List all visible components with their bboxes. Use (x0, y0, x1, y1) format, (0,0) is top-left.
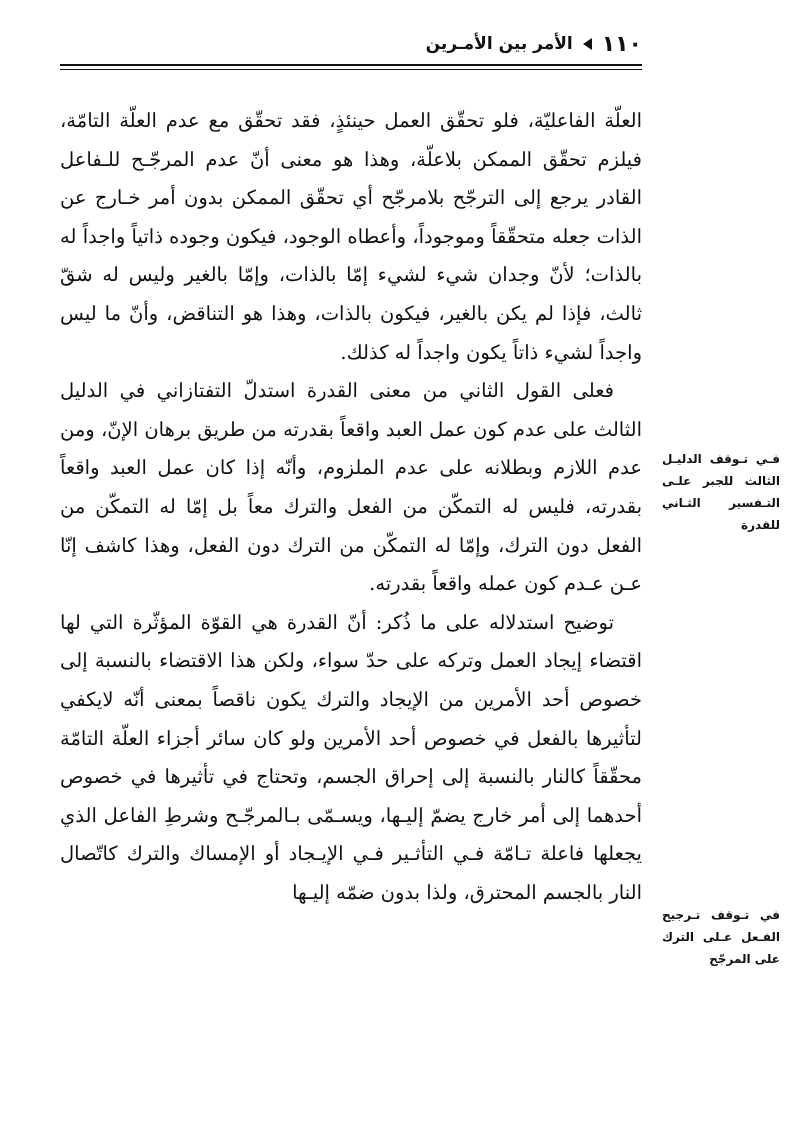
main-text-column (60, 102, 642, 912)
header-rule-thin (60, 69, 642, 70)
running-title: الأمر بين الأمـرين (425, 34, 573, 54)
margin-note-third-proof: فـي تـوقف الدليـل الثالث للجبر علـى التـفسير الثـاني للقدرة (662, 452, 780, 532)
header-rule (60, 64, 642, 66)
paragraph-3: توضيح استدلاله على ما ذُكر: أنّ القدرة هي القوّة المؤثّرة التي لها اقتضاء إيجاد العمل وتركه على حدّ سواء، ولكن هذا الاقتضاء بالنسبة إلى خصوص أحد الأمرين من الإيجاد والترك يكون ناقصاً بمعنى أنّه لايكفي لتأثيرها بالفعل في خصوص أحد الأمرين ولو كان سائر أجزاء العلّة التامّة محقّقاً كالنار بالنسبة إلى إحراق الجسم، وتحتاج في تأثيرها في خصوص أحدهما إلى أمر خارج يضمّ إليـها، ويسـمّى بـالمرجّـح وشرطِ الفاعل الذي يجعلها فاعلة تـامّة فـي التأثـير فـي الإيـجاد أو الإمساك والترك كاتّصال النار بالجسم المحترق، ولذا بدون ضمّه إليـها (60, 610, 643, 904)
paragraph-2: فعلى القول الثاني من معنى القدرة استدلّ التفتازاني في الدليل الثالث على عدم كون عمل العبد واقعاً بقدرته من طريق برهان الإنّ، ومن عدم اللازم وبطلانه على عدم الملزوم، وأنّه إذا كان عمل العبد واقعاً بقدرته، فليس له التمكّن من الفعل والترك معاً بل إمّا له التمكّن من الفعل دون الترك، وإمّا له التمكّن من الترك دون الفعل، وهذا كاشف إنّا عـن عـدم كون عمله واقعاً بقدرته. (60, 379, 642, 596)
paragraph-1: العلّة الفاعليّة، فلو تحقّق العمل حينئذٍ، فقد تحقّق مع عدم العلّة التامّة، فيلزم تحقّق الممكن بلاعلّة، وهذا هو معنى أنّ عدم المرجّـح للـفاعل القادر يرجع إلى الترجّح بلامرجّح أي تحقّق الممكن بدون أمر خـارج عن الذات جعله متحقّقاً وموجوداً، وأعطاه الوجود، فيكون وجوده ذاتياً واجداً له بالذات؛ لأنّ وجدان شيء لشيء إمّا بالذات، وإمّا بالغير وليس له شقّ ثالث، فإذا لم يكن بالغير، فيكون بالذات، وهذا هو التناقض، وأنّ ما ليس واجداً لشيء ذاتاً يكون واجداً له كذلك. (60, 109, 642, 364)
triangle-pointer-icon (583, 38, 592, 50)
running-head (420, 28, 642, 60)
margin-note-preference: في تـوقف تـرجيح الفـعل عـلى الترك على المرجّح (662, 908, 780, 966)
page-number: ١١٠ (601, 31, 642, 57)
